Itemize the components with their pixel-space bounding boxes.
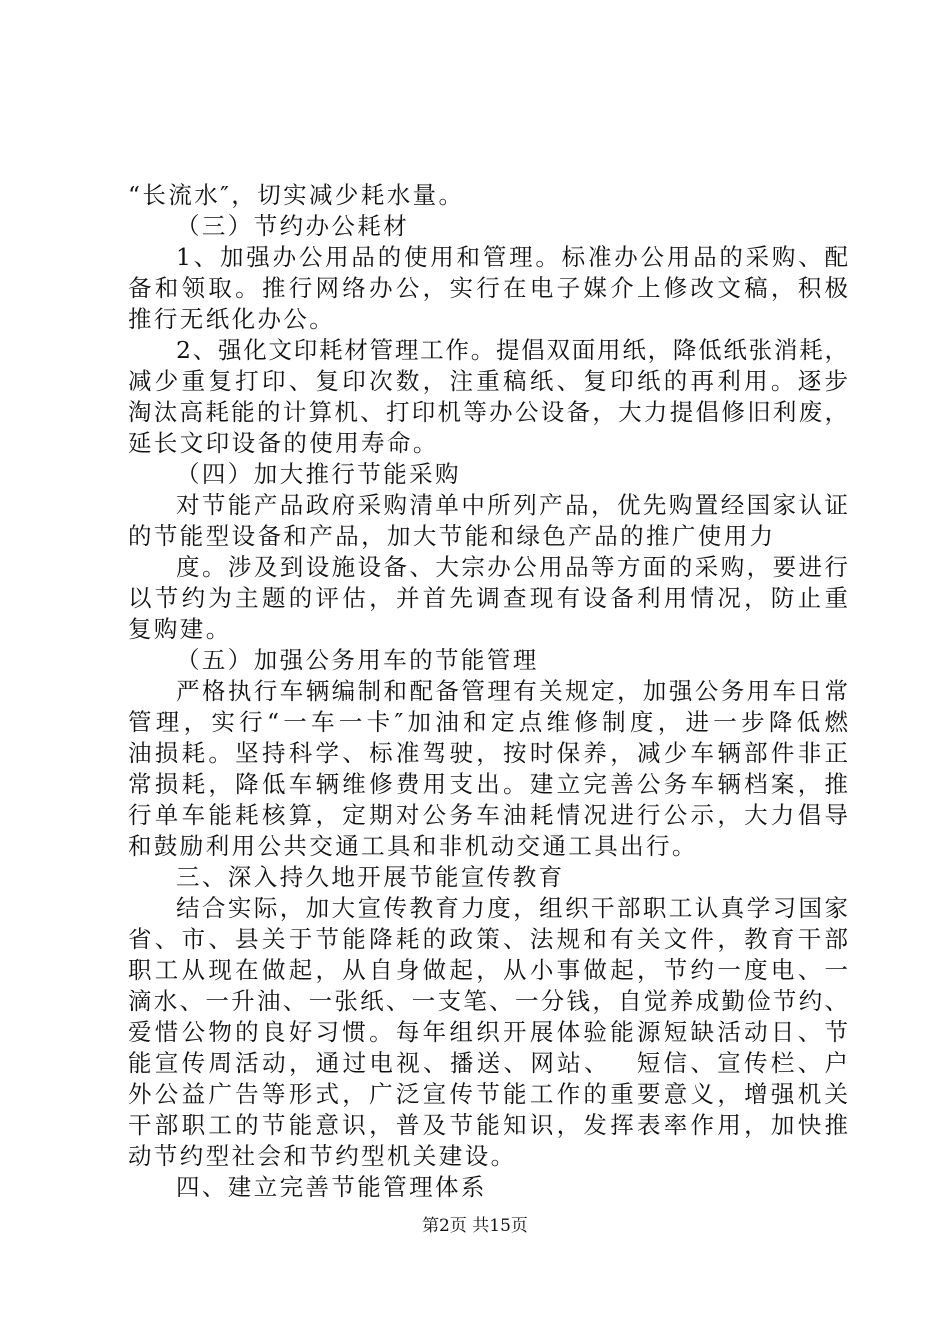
section-heading: （三）节约办公耗材	[176, 212, 410, 240]
text-line: 动节约型社会和节约型机关建设。	[128, 1142, 517, 1170]
text-line: 行单车能耗核算，定期对公务车油耗情况进行公示，大力倡导	[128, 801, 848, 829]
text-line: 常损耗，降低车辆维修费用支出。建立完善公务车辆档案，推	[128, 770, 848, 798]
text-line: 延长文印设备的使用寿命。	[128, 429, 439, 457]
text-line: 减少重复打印、复印次数，注重稿纸、复印纸的再利用。逐步	[128, 367, 848, 395]
text-line: 干部职工的节能意识，普及节能知识，发挥表率作用，加快推	[128, 1111, 848, 1139]
text-line: 外公益广告等形式，广泛宣传节能工作的重要意义，增强机关	[128, 1080, 848, 1108]
paragraph-first-line: 严格执行车辆编制和配备管理有关规定，加强公务用车日常	[176, 677, 848, 705]
section-heading: 四、建立完善节能管理体系	[176, 1173, 487, 1201]
text-line: 爱惜公物的良好习惯。每年组织开展体验能源短缺活动日、节	[128, 1018, 848, 1046]
text-line: 油损耗。坚持科学、标准驾驶，按时保养，减少车辆部件非正	[128, 739, 848, 767]
section-heading: （四）加大推行节能采购	[176, 460, 461, 488]
text-line: 以节约为主题的评估，并首先调查现有设备利用情况，防止重	[128, 584, 848, 612]
paragraph-first-line: 度。涉及到设施设备、大宗办公用品等方面的采购，要进行	[176, 553, 848, 581]
page-number-footer: 第2页 共15页	[422, 1216, 528, 1236]
paragraph-first-line: 对节能产品政府采购清单中所列产品，优先购置经国家认证	[176, 491, 848, 519]
text-line: 淘汰高耗能的计算机、打印机等办公设备，大力提倡修旧利废，	[128, 398, 848, 426]
text-line: 和鼓励利用公共交通工具和非机动交通工具出行。	[128, 832, 698, 860]
paragraph-first-line: 结合实际，加大宣传教育力度，组织干部职工认真学习国家	[176, 894, 848, 922]
section-heading: （五）加强公务用车的节能管理	[176, 646, 539, 674]
text-line: 滴水、一升油、一张纸、一支笔、一分钱，自觉养成勤俭节约、	[128, 987, 848, 1015]
text-line: “长流水″，切实减少耗水量。	[128, 181, 465, 209]
text-line: 省、市、县关于节能降耗的政策、法规和有关文件，教育干部	[128, 925, 848, 953]
text-line: 备和领取。推行网络办公，实行在电子媒介上修改文稿，积极	[128, 274, 848, 302]
text-line: 的节能型设备和产品，加大节能和绿色产品的推广使用力	[128, 522, 776, 550]
text-line: 职工从现在做起，从自身做起，从小事做起，节约一度电、一	[128, 956, 848, 984]
text-line: 复购建。	[128, 615, 232, 643]
text-line: 能宣传周活动，通过电视、播送、网站、 短信、宣传栏、户	[128, 1049, 848, 1077]
section-heading: 三、深入持久地开展节能宣传教育	[176, 863, 565, 891]
paragraph-first-line: 1、加强办公用品的使用和管理。标准办公用品的采购、配	[176, 243, 848, 271]
paragraph-first-line: 2、强化文印耗材管理工作。提倡双面用纸，降低纸张消耗，	[176, 336, 848, 364]
text-line: 管理，实行“一车一卡″加油和定点维修制度，进一步降低燃	[128, 708, 848, 736]
text-line: 推行无纸化办公。	[128, 305, 336, 333]
